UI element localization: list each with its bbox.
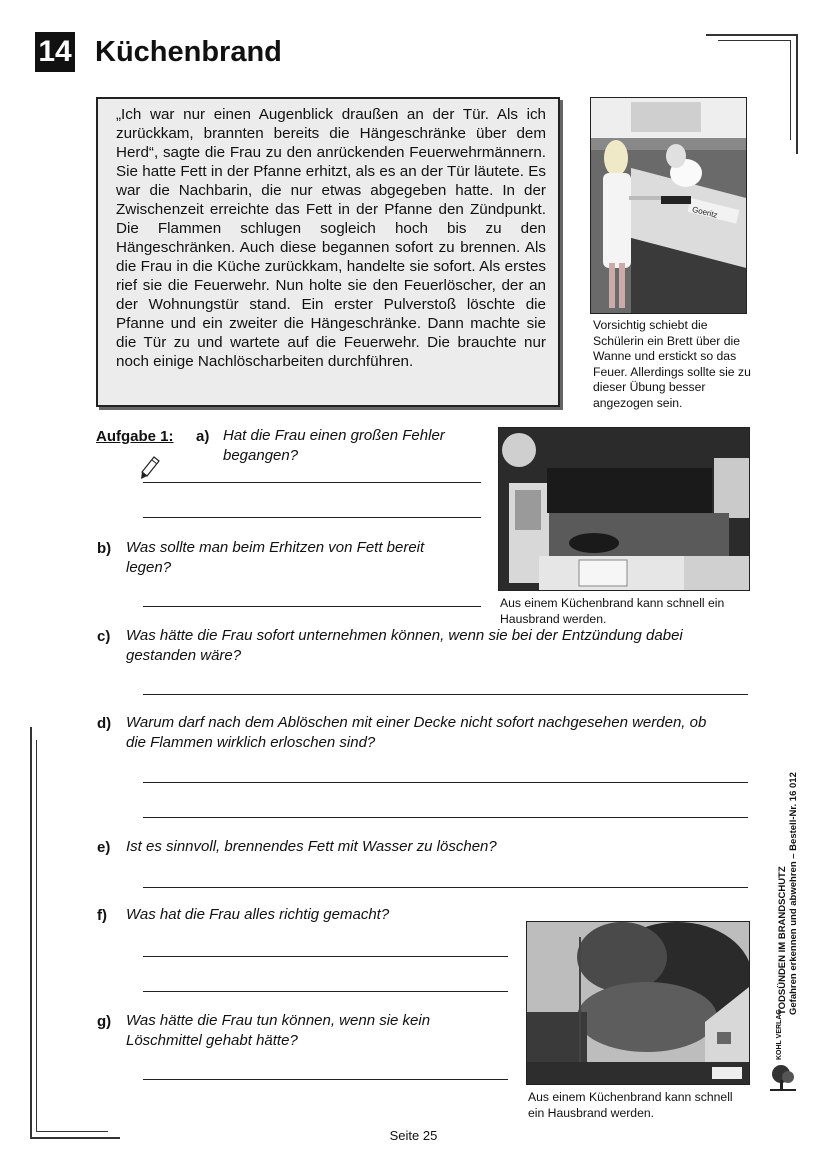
answer-line[interactable] [143,1079,508,1080]
question-a-text: Hat die Frau einen großen Fehler begangen? [223,427,445,464]
question-f-text: Was hat die Frau alles richtig gemacht? [126,906,390,923]
question-e-letter: e) [97,839,111,856]
question-f-letter: f) [97,907,107,924]
publisher-name: KOHL VERLAG [776,1009,783,1060]
question-d-letter: d) [97,715,112,732]
photo3-caption: Aus einem Küchenbrand kann schnell ein Hausbrand werden. [528,1090,733,1120]
question-b-text: Was sollte man beim Erhitzen von Fett bereit legen? [126,539,425,576]
question-e-text: Ist es sinnvoll, brennendes Fett mit Wasser zu löschen? [126,838,497,855]
question-b-letter: b) [97,540,112,557]
photo-burnt-kitchen [498,427,750,591]
question-c-text: Was hätte die Frau sofort unternehmen können, wenn sie bei der Entzündung dabei gestanden wäre? [126,627,683,664]
answer-line[interactable] [143,606,481,607]
question-d-text: Warum darf nach dem Ablöschen mit einer Decke nicht sofort nachgesehen werden, ob die Flammen wirklich erloschen sind? [126,714,707,751]
tree-logo-icon [768,1062,798,1094]
answer-line[interactable] [143,482,481,483]
task-label: Aufgabe 1: [96,428,174,445]
photo2-caption: Aus einem Küchenbrand kann schnell ein Hausbrand werden. [500,596,725,626]
answer-line[interactable] [143,956,508,957]
answer-line[interactable] [143,887,748,888]
answer-line[interactable] [143,782,748,783]
page-title: Küchenbrand [95,36,282,68]
corner-line-right-inner [790,40,791,140]
series-subtitle: Gefahren erkennen und abwehren – Bestell-Nr. 16 012 [788,772,799,1015]
corner-line-top-inner [718,40,790,41]
pencil-icon [140,456,160,480]
corner-line-left [30,727,32,1137]
page-number: Seite 25 [389,1128,438,1143]
photo-fire-exercise [590,97,747,314]
chapter-number: 14 [35,32,75,72]
question-a-letter: a) [196,428,210,445]
series-title: TODSÜNDEN IM BRANDSCHUTZ [777,866,788,1015]
photo1-caption: Vorsichtig schiebt die Schülerin ein Brett über die Wanne und erstickt so das Feuer. Allerdings sollte sie zu dieser Übung besser angezogen sein. [593,318,751,410]
corner-line-left-inner [36,740,37,1131]
side-publisher-info [777,772,799,1015]
corner-line-right [796,34,798,154]
question-g-text: Was hätte die Frau tun können, wenn sie kein Löschmittel gehabt hätte? [126,1012,431,1049]
truck-sign-text: Goeritz [691,204,719,220]
answer-line[interactable] [143,991,508,992]
answer-line[interactable] [143,817,748,818]
answer-line[interactable] [143,517,481,518]
question-c-letter: c) [97,628,111,645]
answer-line[interactable] [143,694,748,695]
question-g-letter: g) [97,1013,112,1030]
corner-line-top [706,34,796,36]
story-box [96,97,560,407]
story-text: „Ich war nur einen Augenblick draußen an der Tür. Als ich zurückkam, brannten bereits die Hängeschränke über dem Herd“, sagte die Frau zu den anrückenden Feuerwehrmännern. Sie hatte Fett in der Pfanne erhitzt, als es an der Tür läutete. Es war die Nachbarin, die nur etwas abgegeben hatte. In der Zwischenzeit erreichte das Fett in der Pfanne den Zündpunkt. Die Flammen schlugen sogleich hoch bis zu den Hängeschränken. Auch diese begannen sofort zu brennen. Als die Frau in die Küche zurückkam, handelte sie sofort. Als erstes rief sie die Feuerwehr. Nun holte sie den Feuerlöscher, der an der Wohnungstür stand. Ein erster Pulverstoß löschte die Pfanne und ein zweiter die Hängeschränke. Dann machte sie die Tür zu und wartete auf die Feuerwehr. Die brauchte nur noch einige Nachlöscharbeiten durchführen. [116,106,546,370]
photo-house-fire [526,921,750,1085]
